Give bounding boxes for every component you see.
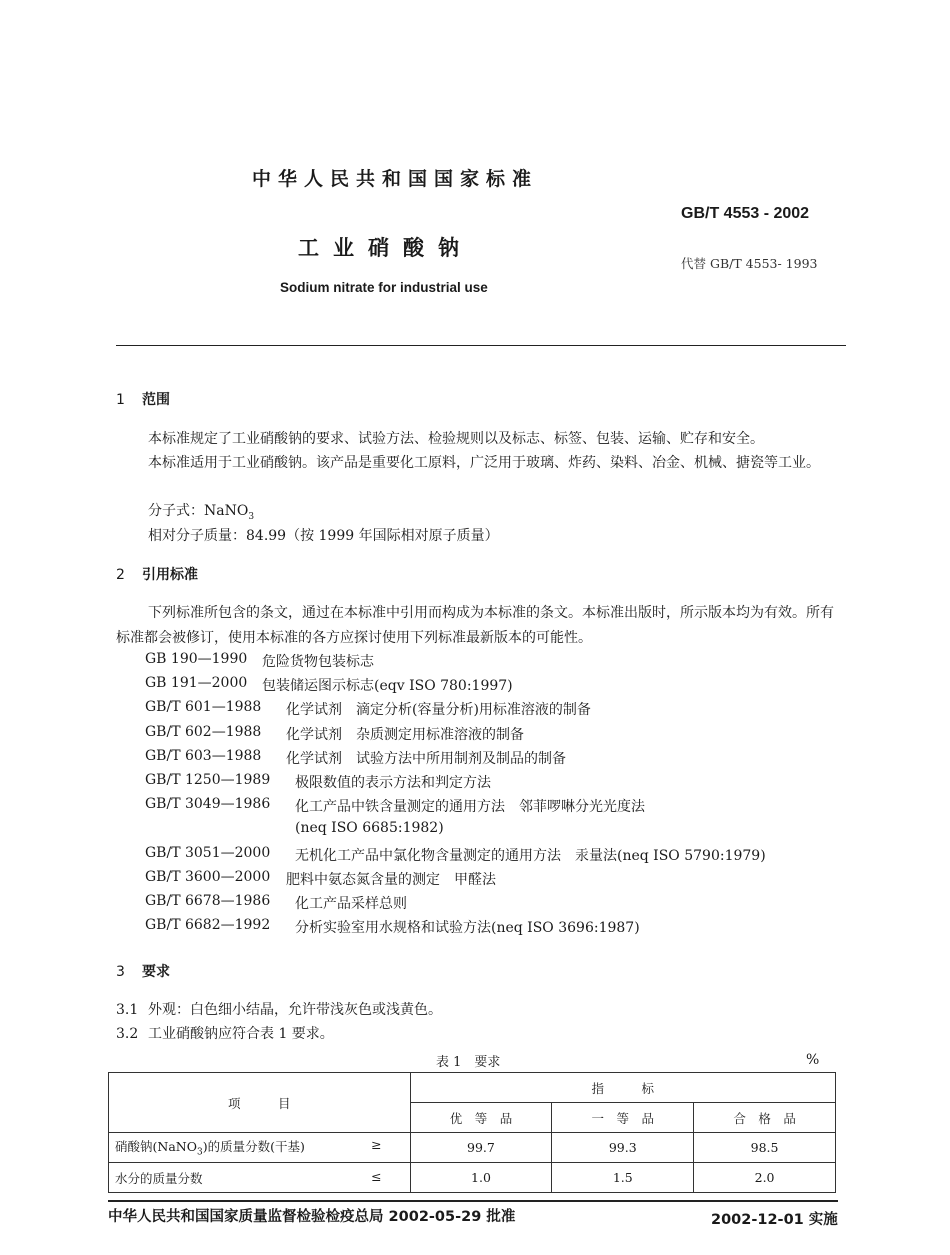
reference-title: 化工产品中铁含量测定的通用方法 邻菲啰啉分光光度法 <box>295 799 645 816</box>
reference-item <box>145 747 566 767</box>
clause-3-1 <box>116 998 442 1022</box>
grade-header: 合 格 品 <box>694 1103 836 1133</box>
row-value: 99.3 <box>552 1133 694 1163</box>
row-value: 98.5 <box>694 1133 836 1163</box>
reference-title: 危险货物包装标志 <box>262 654 374 670</box>
reference-title: 分析实验室用水规格和试验方法(neq ISO 3696:1987) <box>295 920 640 937</box>
clause-3-2-number: 3.2 <box>116 1026 139 1042</box>
section-1-paragraph-2: 本标准适用于工业硝酸钠。该产品是重要化工原料，广泛用于玻璃、炸药、染料、冶金、机械、搪瓷等工业。 <box>148 455 820 471</box>
document-title: 工业硝酸钠 <box>298 236 473 260</box>
reference-title: 极限数值的表示方法和判定方法 <box>295 775 491 791</box>
formula-label: 分子式：NaNO <box>148 503 249 519</box>
section-2-number: 2 <box>116 567 125 583</box>
reference-item <box>145 844 766 864</box>
clause-3-1-text: 外观：白色细小结晶，允许带浅灰色或浅黄色。 <box>148 1002 442 1018</box>
section-2-title: 引用标准 <box>142 567 198 583</box>
table-caption: 表 1 要求 <box>436 1055 501 1070</box>
reference-item <box>145 868 496 888</box>
approval-note: 中华人民共和国国家质量监督检验检疫总局 2002-05-29 批准 <box>108 1209 516 1225</box>
reference-code: GB/T 3051—2000 <box>145 844 271 861</box>
reference-item <box>145 699 591 719</box>
reference-item <box>145 917 640 937</box>
table-row <box>109 1133 836 1163</box>
section-3-number: 3 <box>116 964 125 980</box>
reference-code: GB/T 601—1988 <box>145 699 262 716</box>
reference-item <box>145 772 491 791</box>
grade-header: 优 等 品 <box>410 1103 552 1133</box>
reference-code: GB/T 6682—1992 <box>145 917 271 934</box>
row-item-text: 水分的质量分数 <box>115 1170 203 1186</box>
section-2-heading <box>116 564 198 584</box>
reference-title: 化学试剂 试验方法中所用制剂及制品的制备 <box>286 750 566 767</box>
reference-title: 化工产品采样总则 <box>295 896 407 912</box>
table-row <box>109 1163 836 1193</box>
grade-header: 一 等 品 <box>552 1103 694 1133</box>
section-3-title: 要求 <box>142 964 170 980</box>
clause-3-1-number: 3.1 <box>116 1002 139 1018</box>
implementation-date: 2002-12-01 实施 <box>711 1212 838 1228</box>
table-header-row <box>109 1073 836 1103</box>
reference-code: GB/T 3049—1986 <box>145 796 271 813</box>
row-item <box>109 1133 411 1163</box>
row-item-subscript: 3 <box>196 1147 203 1158</box>
reference-title: 化学试剂 滴定分析(容量分析)用标准溶液的制备 <box>286 702 591 719</box>
reference-code: GB/T 603—1988 <box>145 747 262 764</box>
row-item <box>109 1163 411 1193</box>
section-1-heading <box>116 389 170 409</box>
reference-title: 肥料中氨态氮含量的测定 甲醛法 <box>286 871 496 888</box>
reference-title: 化学试剂 杂质测定用标准溶液的制备 <box>286 726 524 743</box>
footer-divider <box>108 1200 838 1202</box>
section-1-number: 1 <box>116 392 125 408</box>
reference-code: GB 191—2000 <box>145 675 248 692</box>
reference-title: (neq ISO 6685:1982) <box>295 820 444 837</box>
row-value: 1.5 <box>552 1163 694 1193</box>
english-subtitle: Sodium nitrate for industrial use <box>280 280 488 295</box>
molecular-mass: 相对分子质量：84.99（按 1999 年国际相对原子质量） <box>148 528 499 544</box>
reference-code: GB 190—1990 <box>145 651 248 667</box>
row-value: 2.0 <box>694 1163 836 1193</box>
row-operator: ≥ <box>371 1137 382 1153</box>
reference-code: GB/T 602—1988 <box>145 723 262 740</box>
clause-3-2 <box>116 1022 334 1046</box>
row-value: 1.0 <box>410 1163 552 1193</box>
reference-code: GB/T 6678—1986 <box>145 893 271 909</box>
replaces-note: 代替 GB/T 4553- 1993 <box>681 256 818 271</box>
table-unit: % <box>806 1052 820 1068</box>
item-column-header: 项 目 <box>109 1073 411 1133</box>
index-column-header: 指 标 <box>410 1073 835 1103</box>
row-item-text: )的质量分数(干基) <box>202 1139 305 1155</box>
section-2-intro: 下列标准所包含的条文，通过在本标准中引用而构成为本标准的条文。本标准出版时，所示版本均为有效。所有标准都会被修订，使用本标准的各方应探讨使用下列标准最新版本的可能性。 <box>116 605 834 646</box>
section-3-heading <box>116 961 170 981</box>
reference-title: 包装储运图示标志(eqv ISO 780:1997) <box>262 678 513 695</box>
reference-item <box>145 675 513 695</box>
reference-item <box>145 893 407 912</box>
section-1-paragraph-1: 本标准规定了工业硝酸钠的要求、试验方法、检验规则以及标志、标签、包装、运输、贮存和安全。 <box>148 431 764 447</box>
reference-item <box>145 796 645 816</box>
row-item-text: 硝酸钠(NaNO <box>115 1139 197 1155</box>
reference-code: GB/T 1250—1989 <box>145 772 271 788</box>
section-1-title: 范围 <box>142 392 170 408</box>
standard-code: GB/T 4553 - 2002 <box>681 205 810 222</box>
header-divider <box>116 345 846 346</box>
reference-item <box>145 723 524 743</box>
reference-code: GB/T 3600—2000 <box>145 868 271 885</box>
row-operator: ≤ <box>371 1168 382 1184</box>
clause-3-2-text: 工业硝酸钠应符合表 1 要求。 <box>148 1026 334 1042</box>
requirements-table <box>108 1072 836 1193</box>
row-value: 99.7 <box>410 1133 552 1163</box>
reference-item <box>145 651 374 670</box>
national-standard-heading: 中华人民共和国国家标准 <box>252 168 539 190</box>
formula-subscript: 3 <box>248 511 255 522</box>
reference-title: 无机化工产品中氯化物含量测定的通用方法 汞量法(neq ISO 5790:1979) <box>295 847 766 864</box>
